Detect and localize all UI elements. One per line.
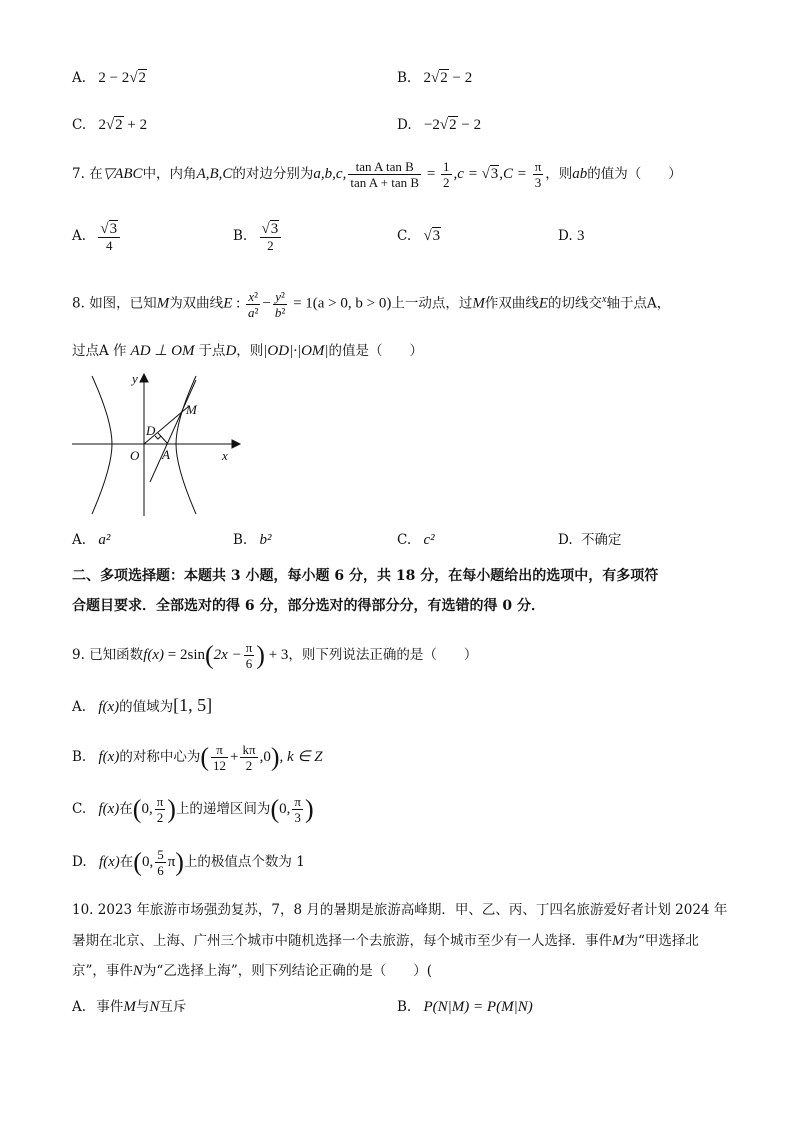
q10-option-a: A. 事件M与N互斥 xyxy=(72,999,187,1015)
section2-line1: 二、多项选择题：本题共 3 小题，每小题 6 分，共 18 分，在每小题给出的选项中，有多项符 xyxy=(72,568,659,584)
label-o: O xyxy=(130,448,140,463)
q7-option-c: C. √3 xyxy=(397,228,441,244)
left-branch xyxy=(92,376,112,514)
q6-option-b: B. 2√2 − 2 xyxy=(397,70,473,86)
label-x: x xyxy=(222,448,228,463)
right-angle-mark xyxy=(155,436,161,439)
q10-option-b: B. P(N|M) = P(M|N) xyxy=(397,999,533,1015)
q7-option-b: B. $\frac{√3}{2}$ xyxy=(233,218,283,254)
label-d: D xyxy=(146,423,156,438)
q7-option-d: D. 3 xyxy=(558,228,585,244)
q9-stem: 9. 已知函数f(x) = 2sin(2x − $\frac{\pi}{6}$ ) + 3，则下列说法正确的是（ ） xyxy=(72,640,478,671)
q9-option-a: A. f(x)的值域为[1, 5] xyxy=(72,695,213,715)
tangent-line xyxy=(150,380,196,482)
q8-stem-line2: 过点A 作 AD ⊥ OM 于点D，则|OD|·|OM|的值是（ ） xyxy=(72,343,424,359)
q10-line1: 10. 2023 年旅游市场强劲复苏，7，8 月的暑期是旅游高峰期．甲、乙、丙、丁四名旅游爱好者计划 2024 年 xyxy=(72,902,728,918)
q6-option-a: A. 2 − 2√2 xyxy=(72,70,147,86)
q7-option-a: A. $\frac{√3}{4}$ xyxy=(72,218,122,254)
label-a: A xyxy=(162,447,170,462)
option-label: B. xyxy=(397,70,412,86)
label-m: M xyxy=(186,402,197,417)
option-label: A. xyxy=(72,70,87,86)
y-axis-arrow xyxy=(140,374,148,382)
section2-line2: 合题目要求．全部选对的得 6 分，部分选对的得部分分，有选错的得 0 分． xyxy=(72,598,545,614)
q7-stem: 7. 在▽ABC中，内角A,B,C的对边分别为a,b,c, $\frac{\text{tan A tan B}}{\text{tan A + tan B}}$ = $\frac{1}{2}$ ,c = √3,C = $\frac{\pi}{3}$ ，则ab的值为（ ） xyxy=(72,159,682,190)
option-label: C. xyxy=(72,117,87,133)
q6-option-c: C. 2√2 + 2 xyxy=(72,117,148,133)
q8-option-d: D. 不确定 xyxy=(558,532,622,548)
q6-option-d: D. −2√2 − 2 xyxy=(397,117,482,133)
q7-tan-fraction: $\frac{\text{tan A tan B}}{\text{tan A + tan B}}$ xyxy=(350,159,420,190)
q10-line3: 京”，事件N为“乙选择上海”，则下列结论正确的是（ ）( xyxy=(72,963,432,979)
hyperbola-figure xyxy=(66,370,246,520)
q9-option-b: B. f(x)的对称中心为( $\frac{\pi}{12}$ + $\frac{k\pi}{2}$ ,0), k ∈ Z xyxy=(72,742,323,773)
q8-option-a: A. a² xyxy=(72,532,111,548)
q8-option-c: C. c² xyxy=(397,532,435,548)
q9-option-d: D. f(x)在(0, $\frac{5}{6}$ π)上的极值点个数为 1 xyxy=(72,847,305,878)
right-branch xyxy=(176,376,196,514)
ad-line xyxy=(158,433,168,444)
q10-line2: 暑期在北京、上海、广州三个城市中随机选择一个去旅游，每个城市至少有一人选择．事件M为“甲选择北 xyxy=(72,933,699,949)
q8-option-b: B. b² xyxy=(233,532,272,548)
label-y: y xyxy=(132,371,138,386)
x-axis-arrow xyxy=(232,440,240,448)
q9-option-c: C. f(x)在(0, $\frac{\pi}{2}$ )上的递增区间为(0, $\frac{\pi}{3}$ ) xyxy=(72,794,314,825)
q8-stem-line1: 8. 如图，已知M为双曲线E : $\frac{\text{x²}}{\text{a²}}$ − $\frac{\text{y²}}{\text{b²}}$ = 1(a > 0, b > 0)上一动点，过M作双曲线E的切线交$^x$轴于点A， xyxy=(72,288,671,320)
option-label: D. xyxy=(397,117,412,133)
